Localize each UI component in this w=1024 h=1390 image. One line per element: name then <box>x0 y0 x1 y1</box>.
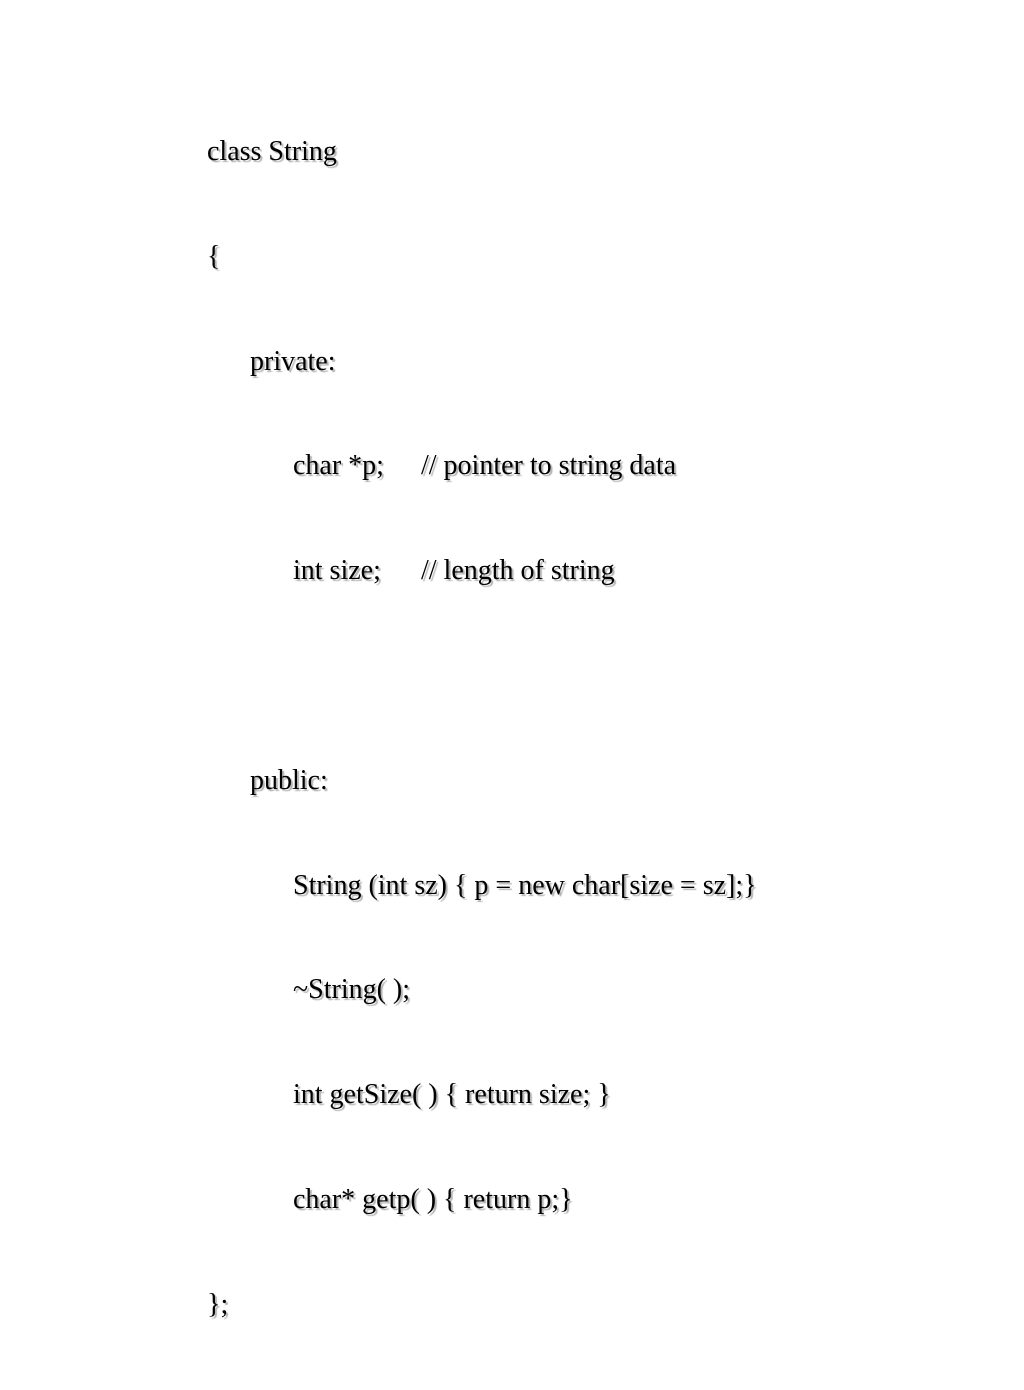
private-member-line <box>207 551 757 592</box>
private-member-line <box>207 446 757 487</box>
private-label: private: <box>250 345 336 377</box>
public-member-line: String (int sz) { p = new char[size = sz];} <box>293 869 757 901</box>
public-member-line: ~String( ); <box>293 974 411 1006</box>
member-comment: // length of string <box>421 555 615 587</box>
member-declaration: char *p; <box>293 450 384 482</box>
member-declaration: int size; <box>293 555 381 587</box>
public-member-line: int getSize( ) { return size; } <box>293 1079 611 1111</box>
blank-line <box>207 656 757 697</box>
open-brace-line: { <box>207 240 221 272</box>
code-listing <box>207 68 757 1390</box>
public-member-line: char* getp( ) { return p;} <box>293 1183 573 1215</box>
member-comment: // pointer to string data <box>421 450 677 482</box>
close-brace-line: }; <box>207 1288 229 1320</box>
public-label: public: <box>250 764 328 796</box>
class-header-line: class String <box>207 136 337 167</box>
